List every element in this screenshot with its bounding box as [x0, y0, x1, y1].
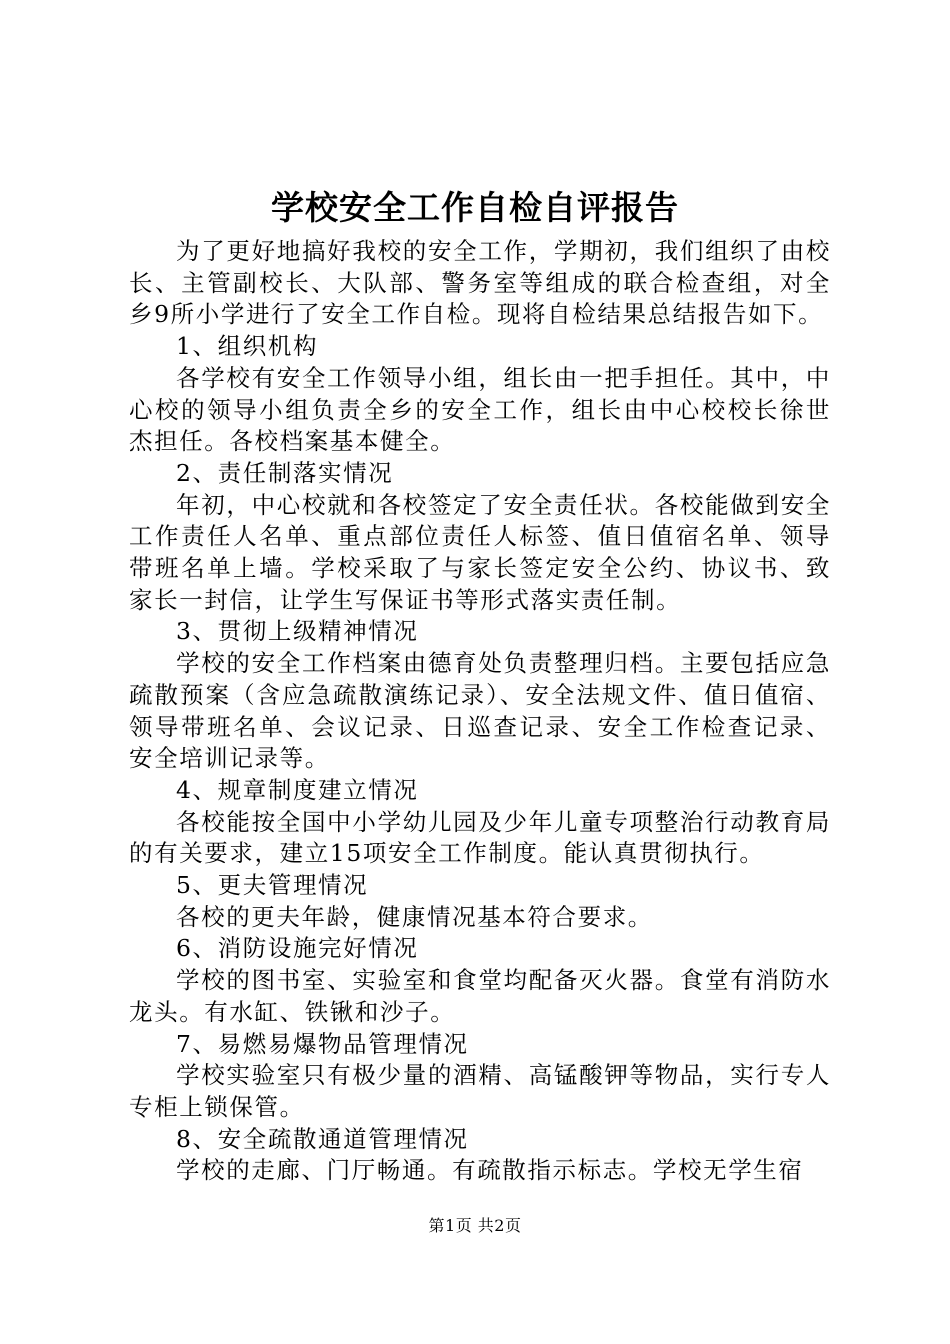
document-body: [129, 236, 831, 1187]
section-paragraph-night-watch: 各校的更夫年龄，健康情况基本符合要求。: [176, 902, 653, 931]
section-heading-evacuation: 8、安全疏散通道管理情况: [176, 1124, 469, 1153]
section-paragraph-fire-safety: 学校的图书室、实验室和食堂均配备灭火器。食堂有消防水龙头。有水缸、铁锹和沙子。: [129, 966, 831, 1026]
section-heading-fire-safety: 6、消防设施完好情况: [176, 934, 419, 963]
section-heading-organization: 1、组织机构: [176, 332, 319, 361]
section-heading-night-watch: 5、更夫管理情况: [176, 871, 369, 900]
intro-paragraph: 为了更好地搞好我校的安全工作，学期初，我们组织了由校长、主管副校长、大队部、警务室等组成的联合检查组，对全乡9所小学进行了安全工作自检。现将自检结果总结报告如下。: [129, 237, 831, 329]
section-paragraph-rules: 各校能按全国中小学幼儿园及少年儿童专项整治行动教育局的有关要求，建立15项安全工作制度。能认真贯彻执行。: [129, 807, 831, 868]
section-heading-rules: 4、规章制度建立情况: [176, 775, 419, 804]
section-heading-implementation: 3、贯彻上级精神情况: [176, 617, 419, 646]
section-paragraph-organization: 各学校有安全工作领导小组，组长由一把手担任。其中，中心校的领导小组负责全乡的安全工作，组长由中心校校长徐世杰担任。各校档案基本健全。: [129, 363, 831, 456]
document-title: 学校安全工作自检自评报告: [271, 188, 679, 227]
section-paragraph-hazardous-materials: 学校实验室只有极少量的酒精、高锰酸钾等物品，实行专人专柜上锁保管。: [129, 1061, 831, 1121]
section-paragraph-implementation: 学校的安全工作档案由德育处负责整理归档。主要包括应急疏散预案（含应急疏散演练记录）、安全法规文件、值日值宿、领导带班名单、会议记录、日巡查记录、安全工作检查记录、安全培训记录等。: [129, 649, 831, 773]
section-paragraph-evacuation: 学校的走廊、门厅畅通。有疏散指示标志。学校无学生宿: [176, 1156, 804, 1185]
section-heading-responsibility: 2、责任制落实情况: [176, 458, 394, 487]
section-heading-hazardous-materials: 7、易燃易爆物品管理情况: [176, 1029, 469, 1058]
section-paragraph-responsibility: 年初，中心校就和各校签定了安全责任状。各校能做到安全工作责任人名单、重点部位责任人标签、值日值宿名单、领导带班名单上墙。学校采取了与家长签定安全公约、协议书、致家长一封信，让学生写保证书等形式落实责任制。: [129, 490, 831, 614]
page-footer: 第1页 共2页: [428, 1216, 522, 1235]
